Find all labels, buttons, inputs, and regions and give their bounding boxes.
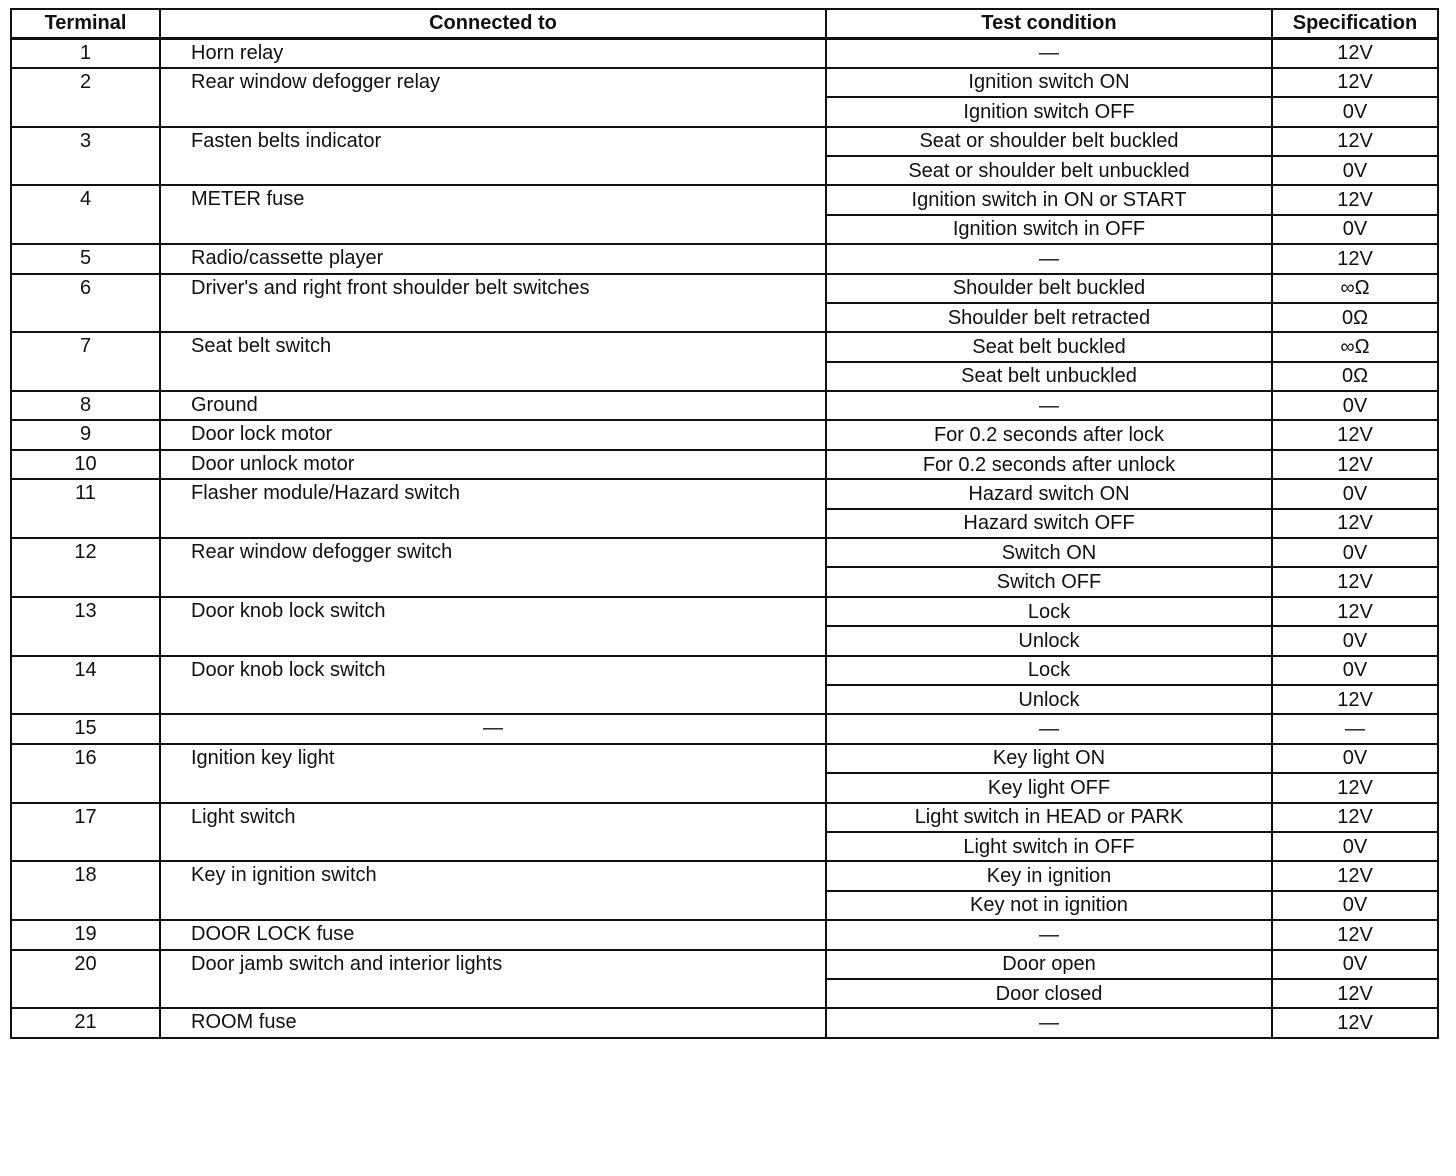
specification-cell: ∞Ω	[1272, 274, 1438, 303]
connected-to-cell: ROOM fuse	[160, 1008, 826, 1037]
connected-to-cell: —	[160, 714, 826, 743]
terminal-cell: 11	[11, 479, 160, 538]
connected-to-cell: Door jamb switch and interior lights	[160, 950, 826, 1009]
terminal-cell: 5	[11, 244, 160, 273]
table-row	[11, 744, 1438, 773]
table-header	[11, 9, 1438, 38]
specification-cell: 12V	[1272, 420, 1438, 449]
terminal-spec-table	[10, 8, 1439, 1039]
connected-to-cell: Door knob lock switch	[160, 597, 826, 656]
specification-cell: 0V	[1272, 538, 1438, 567]
connected-to-cell: Door lock motor	[160, 420, 826, 449]
test-condition-cell: Ignition switch OFF	[826, 97, 1272, 126]
specification-cell: 12V	[1272, 861, 1438, 890]
specification-cell: 12V	[1272, 597, 1438, 626]
table-row	[11, 274, 1438, 303]
test-condition-cell: Key light ON	[826, 744, 1272, 773]
terminal-cell: 13	[11, 597, 160, 656]
connected-to-cell: Door unlock motor	[160, 450, 826, 479]
specification-cell: 12V	[1272, 244, 1438, 273]
test-condition-cell: —	[826, 391, 1272, 420]
connected-to-cell: Fasten belts indicator	[160, 127, 826, 186]
terminal-cell: 1	[11, 38, 160, 67]
connected-to-cell: Door knob lock switch	[160, 656, 826, 715]
connected-to-cell: Driver's and right front shoulder belt switches	[160, 274, 826, 333]
specification-cell: 0V	[1272, 656, 1438, 685]
header-terminal: Terminal	[11, 9, 160, 38]
test-condition-cell: Light switch in HEAD or PARK	[826, 803, 1272, 832]
terminal-cell: 16	[11, 744, 160, 803]
table-row	[11, 185, 1438, 214]
terminal-cell: 19	[11, 920, 160, 949]
terminal-cell: 7	[11, 332, 160, 391]
terminal-cell: 4	[11, 185, 160, 244]
connected-to-cell: Flasher module/Hazard switch	[160, 479, 826, 538]
specification-cell: 12V	[1272, 567, 1438, 596]
test-condition-cell: —	[826, 244, 1272, 273]
test-condition-cell: Ignition switch in OFF	[826, 215, 1272, 244]
test-condition-cell: Seat or shoulder belt unbuckled	[826, 156, 1272, 185]
specification-cell: 12V	[1272, 38, 1438, 67]
test-condition-cell: Unlock	[826, 685, 1272, 714]
connected-to-cell: Light switch	[160, 803, 826, 862]
test-condition-cell: Switch OFF	[826, 567, 1272, 596]
table-row	[11, 479, 1438, 508]
test-condition-cell: Ignition switch in ON or START	[826, 185, 1272, 214]
table-row	[11, 920, 1438, 949]
specification-cell: 0V	[1272, 832, 1438, 861]
terminal-cell: 18	[11, 861, 160, 920]
specification-cell: 12V	[1272, 920, 1438, 949]
test-condition-cell: Key light OFF	[826, 773, 1272, 802]
specification-cell: 12V	[1272, 185, 1438, 214]
test-condition-cell: Lock	[826, 656, 1272, 685]
header-row	[11, 9, 1438, 38]
specification-cell: 12V	[1272, 68, 1438, 97]
terminal-cell: 17	[11, 803, 160, 862]
test-condition-cell: Door open	[826, 950, 1272, 979]
test-condition-cell: Seat belt unbuckled	[826, 362, 1272, 391]
connected-to-cell: Ignition key light	[160, 744, 826, 803]
terminal-cell: 12	[11, 538, 160, 597]
connected-to-cell: Ground	[160, 391, 826, 420]
specification-cell: 12V	[1272, 773, 1438, 802]
table-row	[11, 1008, 1438, 1037]
test-condition-cell: Hazard switch OFF	[826, 509, 1272, 538]
terminal-cell: 14	[11, 656, 160, 715]
specification-cell: 0V	[1272, 626, 1438, 655]
specification-cell: 12V	[1272, 803, 1438, 832]
table-body	[11, 38, 1438, 1037]
test-condition-cell: Key in ignition	[826, 861, 1272, 890]
specification-cell: 0V	[1272, 950, 1438, 979]
specification-cell: 0V	[1272, 479, 1438, 508]
specification-cell: 0V	[1272, 744, 1438, 773]
test-condition-cell: For 0.2 seconds after unlock	[826, 450, 1272, 479]
test-condition-cell: Door closed	[826, 979, 1272, 1008]
specification-cell: 0Ω	[1272, 303, 1438, 332]
test-condition-cell: For 0.2 seconds after lock	[826, 420, 1272, 449]
test-condition-cell: —	[826, 920, 1272, 949]
table-row	[11, 714, 1438, 743]
connected-to-cell: Horn relay	[160, 38, 826, 67]
table-row	[11, 332, 1438, 361]
header-test-condition: Test condition	[826, 9, 1272, 38]
specification-cell: 12V	[1272, 509, 1438, 538]
specification-cell: 0V	[1272, 891, 1438, 920]
terminal-cell: 3	[11, 127, 160, 186]
test-condition-cell: Hazard switch ON	[826, 479, 1272, 508]
table-row	[11, 861, 1438, 890]
table-row	[11, 420, 1438, 449]
test-condition-cell: Seat belt buckled	[826, 332, 1272, 361]
test-condition-cell: Key not in ignition	[826, 891, 1272, 920]
table-row	[11, 38, 1438, 67]
terminal-cell: 2	[11, 68, 160, 127]
table-row	[11, 950, 1438, 979]
connected-to-cell: Rear window defogger switch	[160, 538, 826, 597]
table-row	[11, 127, 1438, 156]
header-connected-to: Connected to	[160, 9, 826, 38]
terminal-cell: 21	[11, 1008, 160, 1037]
connected-to-cell: Radio/cassette player	[160, 244, 826, 273]
test-condition-cell: Ignition switch ON	[826, 68, 1272, 97]
specification-cell: 0V	[1272, 97, 1438, 126]
specification-cell: 0V	[1272, 156, 1438, 185]
table-row	[11, 656, 1438, 685]
test-condition-cell: Seat or shoulder belt buckled	[826, 127, 1272, 156]
test-condition-cell: —	[826, 38, 1272, 67]
table-row	[11, 803, 1438, 832]
terminal-cell: 10	[11, 450, 160, 479]
specification-cell: 12V	[1272, 685, 1438, 714]
terminal-cell: 6	[11, 274, 160, 333]
connected-to-cell: DOOR LOCK fuse	[160, 920, 826, 949]
connected-to-cell: Key in ignition switch	[160, 861, 826, 920]
table-row	[11, 450, 1438, 479]
specification-cell: 12V	[1272, 450, 1438, 479]
specification-cell: —	[1272, 714, 1438, 743]
test-condition-cell: Light switch in OFF	[826, 832, 1272, 861]
specification-cell: 0V	[1272, 391, 1438, 420]
test-condition-cell: —	[826, 1008, 1272, 1037]
connected-to-cell: Rear window defogger relay	[160, 68, 826, 127]
test-condition-cell: Switch ON	[826, 538, 1272, 567]
terminal-cell: 9	[11, 420, 160, 449]
terminal-cell: 15	[11, 714, 160, 743]
specification-cell: 12V	[1272, 1008, 1438, 1037]
specification-cell: 12V	[1272, 127, 1438, 156]
table-row	[11, 68, 1438, 97]
table-row	[11, 391, 1438, 420]
specification-cell: 12V	[1272, 979, 1438, 1008]
table-row	[11, 597, 1438, 626]
test-condition-cell: Lock	[826, 597, 1272, 626]
terminal-cell: 20	[11, 950, 160, 1009]
specification-cell: ∞Ω	[1272, 332, 1438, 361]
test-condition-cell: Unlock	[826, 626, 1272, 655]
table-row	[11, 538, 1438, 567]
specification-cell: 0Ω	[1272, 362, 1438, 391]
terminal-cell: 8	[11, 391, 160, 420]
test-condition-cell: —	[826, 714, 1272, 743]
test-condition-cell: Shoulder belt retracted	[826, 303, 1272, 332]
test-condition-cell: Shoulder belt buckled	[826, 274, 1272, 303]
specification-cell: 0V	[1272, 215, 1438, 244]
table-row	[11, 244, 1438, 273]
connected-to-cell: METER fuse	[160, 185, 826, 244]
connected-to-cell: Seat belt switch	[160, 332, 826, 391]
header-specification: Specification	[1272, 9, 1438, 38]
